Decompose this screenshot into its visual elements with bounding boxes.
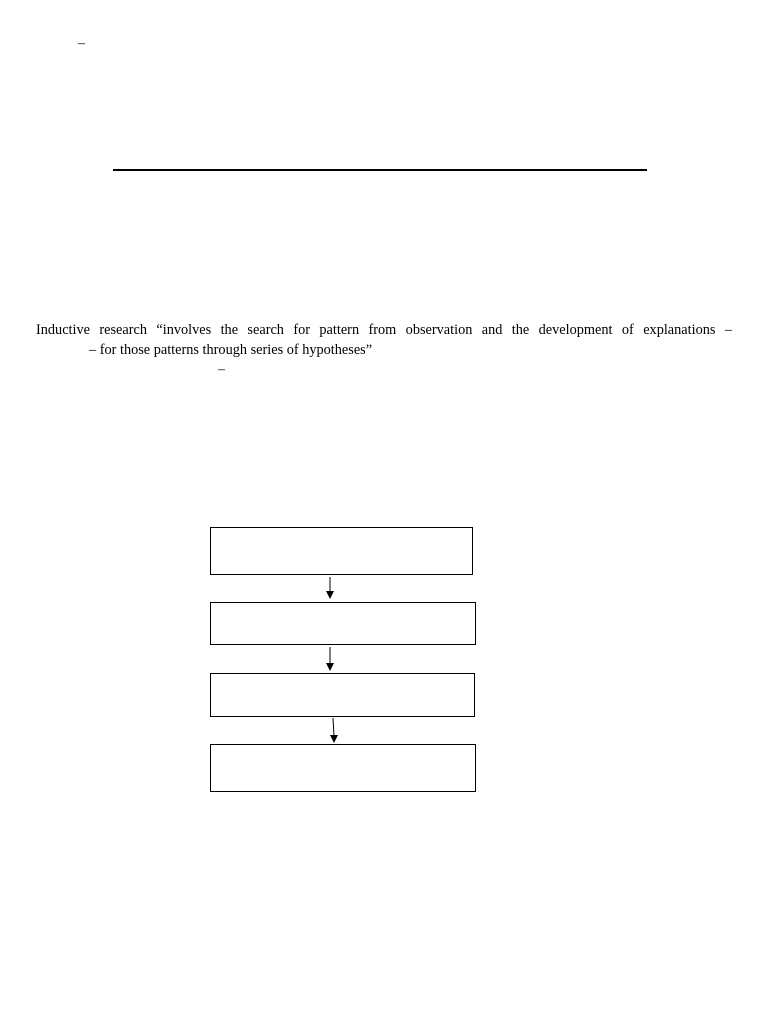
flow-arrow-3 <box>330 718 338 743</box>
quote-line-2: – for those patterns through series of hypotheses” <box>89 342 373 358</box>
quote-line-1: Inductive research “involves the search for pattern from observation and the development of explanations – <box>36 322 732 338</box>
header-dash: – <box>78 36 85 51</box>
flow-arrow-1 <box>326 577 334 599</box>
flow-arrow-2 <box>326 647 334 671</box>
trailing-dash: – <box>218 362 225 377</box>
